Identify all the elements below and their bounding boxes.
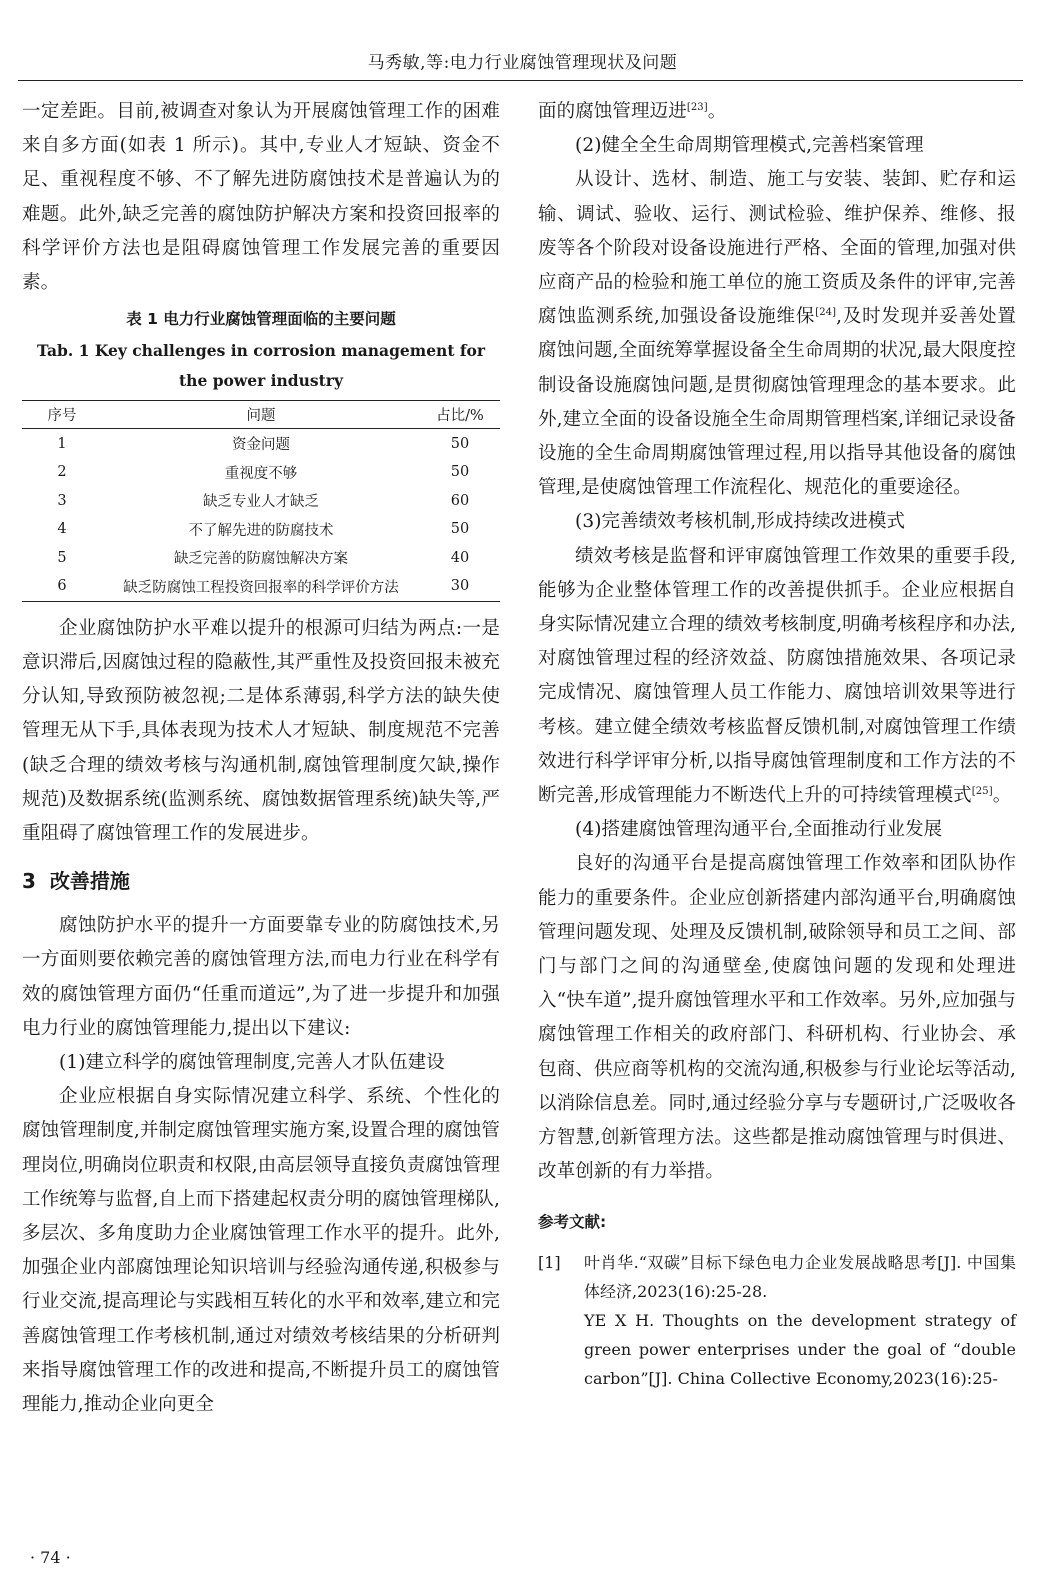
cell-no: 2 (57, 464, 67, 481)
text-segment: 面的腐蚀管理迈进 (538, 101, 687, 122)
right-column (538, 95, 1016, 1393)
cell-pct: 30 (450, 578, 470, 595)
cell-pct: 40 (450, 549, 470, 566)
table-row (22, 429, 500, 458)
paragraph-intro: 一定差距。目前,被调查对象认为开展腐蚀管理工作的困难来自多方面(如表 1 所示)。其中,专业人才短缺、资金不足、重视程度不够、不了解先进防腐蚀技术是普遍认为的难题。此外,缺乏完善的腐蚀防护解决方案和投资回报率的科学评价方法也是阻碍腐蚀管理工作发展完善的重要因素。 (22, 101, 500, 294)
table-row (22, 458, 500, 487)
reference-en: YE X H. Thoughts on the development strategy of green power enterprises under the goal of “double carbon”[J]. China Collective Economy,2023(16):25- (584, 1310, 1016, 1388)
cell-pct: 50 (450, 521, 470, 538)
paragraph-measure-4: 良好的沟通平台是提高腐蚀管理工作效率和团队协作能力的重要条件。企业应创新搭建内部沟通平台,明确腐蚀管理问题发现、处理及反馈机制,破除领导和员工之间、部门与部门之间的沟通壁垒,使腐蚀问题的发现和处理进入“快车道”,提升腐蚀管理水平和工作效率。另外,应加强与腐蚀管理工作相关的政府部门、科研机构、行业协会、承包商、供应商等机构的交流沟通,积极参与行业论坛等活动,以消除信息差。同时,通过经验分享与专题研讨,广泛吸收各方智慧,创新管理方法。这些都是推动腐蚀管理与时俱进、改革创新的有力举措。 (538, 853, 1016, 1183)
paragraph-continued (538, 95, 1016, 129)
table-header-row (22, 401, 500, 429)
paragraph-measures-intro: 腐蚀防护水平的提升一方面要靠专业的防腐蚀技术,另一方面则要依赖完善的腐蚀管理方法,而电力行业在科学有效的腐蚀管理方面仍“任重而道远”,为了进一步提升和加强电力行业的腐蚀管理能力,提出以下建议: (22, 915, 500, 1039)
cell-no: 1 (57, 435, 67, 452)
table-caption-en: Tab. 1 Key challenges in corrosion management for the power industry (36, 341, 486, 391)
subheading-2: (2)健全全生命周期管理模式,完善档案管理 (575, 135, 924, 157)
cell-issue: 缺乏防腐蚀工程投资回报率的科学评价方法 (123, 579, 399, 596)
problems-table (22, 400, 500, 602)
citation: [24] (815, 307, 837, 319)
cell-no: 3 (57, 492, 67, 509)
paragraph-measure-3 (538, 540, 1016, 814)
cell-issue: 缺乏完善的防腐蚀解决方案 (174, 551, 348, 568)
references-title: 参考文献: (538, 1212, 607, 1231)
table-row (22, 572, 500, 601)
header-pct: 占比/% (436, 408, 484, 425)
page-number: · 74 · (30, 1548, 71, 1567)
paragraph-measure-2 (538, 163, 1016, 505)
cell-pct: 50 (450, 435, 470, 452)
left-column (22, 95, 500, 1422)
text-segment: 。 (992, 785, 1012, 807)
cell-no: 5 (57, 549, 67, 566)
subheading-3: (3)完善绩效考核机制,形成持续改进模式 (575, 511, 906, 533)
text-segment: 从设计、选材、制造、施工与安装、装卸、贮存和运输、调试、验收、运行、测试检验、维护保养、维修、报废等各个阶段对设备设施进行严格、全面的管理,加强对供应商产品的检验和施工单位的施工资质及条件的评审,完善腐蚀监测系统,加强设备设施维保 (538, 169, 1016, 328)
header-rule (18, 80, 1023, 81)
table-row (22, 544, 500, 573)
subheading-1: (1)建立科学的腐蚀管理制度,完善人才队伍建设 (59, 1052, 445, 1074)
reference-item (538, 1248, 1016, 1393)
section-number: 3 (22, 869, 36, 894)
text-segment: ,及时发现并妥善处置腐蚀问题,全面统筹掌握设备全生命周期的状况,最大限度控制设备设施腐蚀问题,是贯彻腐蚀管理理念的基本要求。此外,建立全面的设备设施全生命周期管理档案,详细记录设备设施的全生命周期腐蚀管理过程,用以指导其他设备的腐蚀管理,是使腐蚀管理工作流程化、规范化的重要途径。 (538, 306, 1016, 499)
text-segment: 。 (707, 101, 727, 122)
paragraph-root-causes: 企业腐蚀防护水平难以提升的根源可归结为两点:一是意识滞后,因腐蚀过程的隐蔽性,其严重性及投资回报未被充分认知,导致预防被忽视;二是体系薄弱,科学方法的缺失使管理无从下手,具体表现为技术人才短缺、制度规范不完善(缺乏合理的绩效考核与沟通机制,腐蚀管理制度欠缺,操作规范)及数据系统(监测系统、腐蚀数据管理系统)缺失等,严重阻碍了腐蚀管理工作的发展进步。 (22, 617, 500, 844)
table-row (22, 515, 500, 544)
cell-issue: 资金问题 (232, 437, 290, 454)
paragraph-measure-1: 企业应根据自身实际情况建立科学、系统、个性化的腐蚀管理制度,并制定腐蚀管理实施方案,设置合理的腐蚀管理岗位,明确岗位职责和权限,由高层领导直接负责腐蚀管理工作统筹与监督,自上而下搭建起权责分明的腐蚀管理梯队,多层次、多角度助力企业腐蚀管理工作水平的提升。此外,加强企业内部腐蚀理论知识培训与经验沟通传递,积极参与行业交流,提高理论与实践相互转化的水平和效率,建立和完善腐蚀管理工作考核机制,通过对绩效考核结果的分析研判来指导腐蚀管理工作的改进和提高,不断提升员工的腐蚀管理能力,推动企业向更全 (22, 1086, 500, 1416)
running-head: 马秀敏,等:电力行业腐蚀管理现状及问题 (367, 53, 678, 73)
cell-no: 4 (57, 521, 67, 538)
citation: [25] (971, 786, 993, 798)
reference-index: [1] (538, 1252, 561, 1272)
reference-cn: 叶肖华.“双碳”目标下绿色电力企业发展战略思考[J]. 中国集体经济,2023(16):25-28. (584, 1252, 1016, 1301)
text-segment: 绩效考核是监督和评审腐蚀管理工作效果的重要手段,能够为企业整体管理工作的改善提供抓手。企业应根据自身实际情况建立合理的绩效考核制度,明确考核程序和办法,对腐蚀管理过程的经济效益、防腐蚀措施效果、各项记录完成情况、腐蚀管理人员工作能力、腐蚀培训效果等进行考核。建立健全绩效考核监督反馈机制,对腐蚀管理工作绩效进行科学评审分析,以指导腐蚀管理制度和工作方法的不断完善,形成管理能力不断迭代上升的可持续管理模式 (538, 545, 1016, 807)
header-issue: 问题 (246, 408, 276, 425)
header-no: 序号 (47, 408, 77, 425)
subheading-4: (4)搭建腐蚀管理沟通平台,全面推动行业发展 (575, 819, 943, 841)
table-caption-cn: 表 1 电力行业腐蚀管理面临的主要问题 (126, 310, 396, 329)
cell-issue: 不了解先进的防腐技术 (188, 522, 334, 539)
cell-pct: 50 (450, 464, 470, 481)
cell-pct: 60 (450, 492, 470, 509)
cell-issue: 重视度不够 (224, 465, 298, 482)
cell-no: 6 (57, 578, 67, 595)
cell-issue: 缺乏专业人才缺乏 (203, 494, 319, 511)
section-title: 改善措施 (49, 869, 130, 894)
section-heading (22, 861, 500, 901)
table-row (22, 486, 500, 515)
citation: [23] (686, 102, 708, 113)
